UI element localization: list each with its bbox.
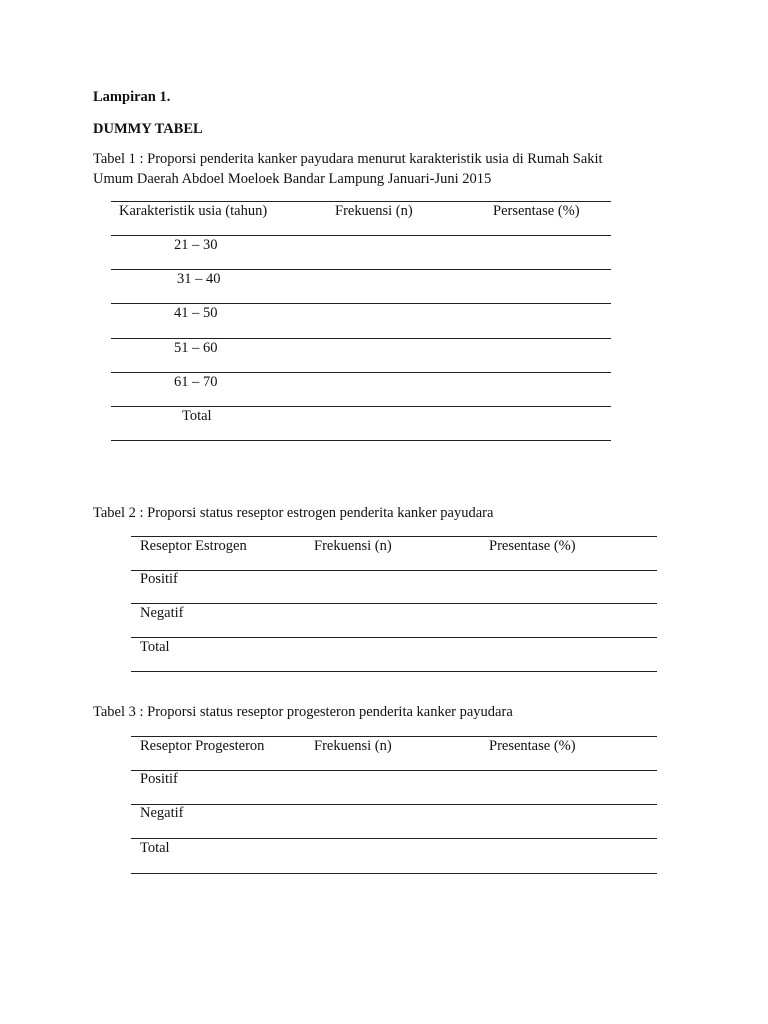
table-1-rule bbox=[111, 338, 611, 339]
table-2-bottom-rule bbox=[131, 671, 657, 672]
table-3-top-rule bbox=[131, 736, 657, 737]
table-3-header-receptor: Reseptor Progesteron bbox=[140, 738, 265, 754]
table-row-total: Total bbox=[140, 639, 170, 655]
table-row: 31 – 40 bbox=[177, 271, 221, 287]
table-3-bottom-rule bbox=[131, 873, 657, 874]
table-row: Positif bbox=[140, 771, 178, 787]
table-3-header-percentage: Presentase (%) bbox=[489, 738, 576, 754]
table-1-top-rule bbox=[111, 201, 611, 202]
table-row: Negatif bbox=[140, 605, 184, 621]
table-2-rule bbox=[131, 603, 657, 604]
table-1-rule bbox=[111, 406, 611, 407]
table-row: 51 – 60 bbox=[174, 340, 218, 356]
table-row: 41 – 50 bbox=[174, 305, 218, 321]
table-1-rule bbox=[111, 269, 611, 270]
appendix-heading: Lampiran 1. bbox=[93, 89, 171, 105]
table-3-rule bbox=[131, 838, 657, 839]
table-row: Positif bbox=[140, 571, 178, 587]
table-3-rule bbox=[131, 770, 657, 771]
table-2-header-receptor: Reseptor Estrogen bbox=[140, 538, 247, 554]
table-1-header-frequency: Frekuensi (n) bbox=[335, 203, 413, 219]
table-2-header-percentage: Presentase (%) bbox=[489, 538, 576, 554]
table-3-header-frequency: Frekuensi (n) bbox=[314, 738, 392, 754]
table-1-rule bbox=[111, 303, 611, 304]
table-3-caption: Tabel 3 : Proporsi status reseptor progesteron penderita kanker payudara bbox=[93, 704, 513, 720]
table-2-header-frequency: Frekuensi (n) bbox=[314, 538, 392, 554]
table-row-total: Total bbox=[182, 408, 212, 424]
table-2-top-rule bbox=[131, 536, 657, 537]
table-2-caption: Tabel 2 : Proporsi status reseptor estrogen penderita kanker payudara bbox=[93, 505, 494, 521]
table-row: 61 – 70 bbox=[174, 374, 218, 390]
table-1-header-percentage: Persentase (%) bbox=[493, 203, 580, 219]
table-2-rule bbox=[131, 570, 657, 571]
table-row: Negatif bbox=[140, 805, 184, 821]
table-row-total: Total bbox=[140, 840, 170, 856]
table-2-rule bbox=[131, 637, 657, 638]
dummy-table-heading: DUMMY TABEL bbox=[93, 121, 203, 137]
table-1-rule bbox=[111, 372, 611, 373]
table-1-rule bbox=[111, 235, 611, 236]
table-1-header-age: Karakteristik usia (tahun) bbox=[119, 203, 268, 219]
table-3-rule bbox=[131, 804, 657, 805]
table-1-caption-line-1: Tabel 1 : Proporsi penderita kanker payudara menurut karakteristik usia di Rumah Sakit bbox=[93, 151, 603, 167]
table-1-bottom-rule bbox=[111, 440, 611, 441]
table-1-caption-line-2: Umum Daerah Abdoel Moeloek Bandar Lampung Januari-Juni 2015 bbox=[93, 171, 492, 187]
table-row: 21 – 30 bbox=[174, 237, 218, 253]
